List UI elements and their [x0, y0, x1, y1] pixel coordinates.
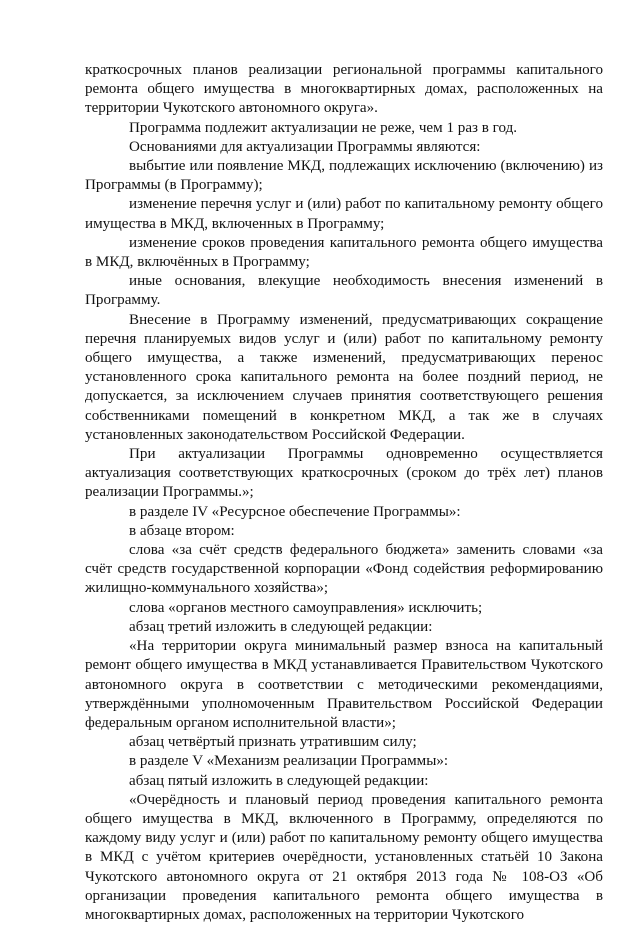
paragraph-14: абзац третий изложить в следующей редакции: [129, 618, 433, 635]
paragraph-6: изменение сроков проведения капитального ремонта общего имущества в МКД, включённых в Программу; [85, 234, 603, 271]
paragraph-4: выбытие или появление МКД, подлежащих исключению (включению) из Программы (в Программу); [85, 158, 603, 194]
paragraph-11: в абзаце втором: [129, 522, 235, 539]
paragraph-12: слова «за счёт средств федерального бюджета» заменить словами «за счёт средств государственной корпорации «Фонд содействия реформированию жилищно-коммунального хозяйства»; [85, 542, 603, 597]
paragraph-19: «Очерёдность и плановый период проведения капитального ремонта общего имущества в МКД, включенного в Программу, определяются по каждому виду услуг и (или) работ по капитальному ремонту общего имущества в МКД с учётом критериев очерёдности, установленных статьёй 10 Закона Чукотского автономного округа от 21 октября 2013 года № 108-ОЗ «Об организации проведения капитального ремонта общего имущества в многоквартирных домах, расположенных на территории Чукотского [85, 791, 603, 923]
paragraph-18: абзац пятый изложить в следующей редакции: [129, 772, 429, 789]
paragraph-2: Программа подлежит актуализации не реже, чем 1 раз в год. [129, 119, 518, 136]
paragraph-10: в разделе IV «Ресурсное обеспечение Программы»: [129, 503, 461, 520]
paragraph-5: изменение перечня услуг и (или) работ по капитальному ремонту общего имущества в МКД, включенных в Программу; [85, 196, 603, 232]
paragraph-16: абзац четвёртый признать утратившим силу; [129, 734, 417, 751]
paragraph-9: При актуализации Программы одновременно осуществляется актуализация соответствующих краткосрочных (сроком до трёх лет) планов реализации Программы.»; [85, 446, 603, 501]
paragraph-15: «На территории округа минимальный размер взноса на капитальный ремонт общего имущества в МКД устанавливается Правительством Чукотского автономного округа в соответствии с методическими рекомендациями, утверждёнными уполномоченным Правительством Российской Федерации федеральным органом исполнительной власти»; [85, 638, 603, 731]
paragraph-13: слова «органов местного самоуправления» исключить; [129, 599, 483, 616]
paragraph-3: Основаниями для актуализации Программы являются: [129, 138, 481, 155]
paragraph-7: иные основания, влекущие необходимость внесения изменений в Программу. [85, 273, 603, 309]
document-page [85, 61, 603, 925]
paragraph-17: в разделе V «Механизм реализации Программы»: [129, 753, 449, 770]
paragraph-1: краткосрочных планов реализации региональной программы капитального ремонта общего имущества в многоквартирных домах, расположенных на территории Чукотского автономного округа». [85, 62, 603, 117]
paragraph-8: Внесение в Программу изменений, предусматривающих сокращение перечня планируемых видов услуг и (или) работ по капитальному ремонту общего имущества, а также изменений, предусматривающих перенос установленного срока капитального ремонта на более поздний период, не допускается, за исключением случаев принятия соответствующего решения собственниками помещений в конкретном МКД, а так же в случаях установленных законодательством Российской Федерации. [85, 311, 603, 443]
